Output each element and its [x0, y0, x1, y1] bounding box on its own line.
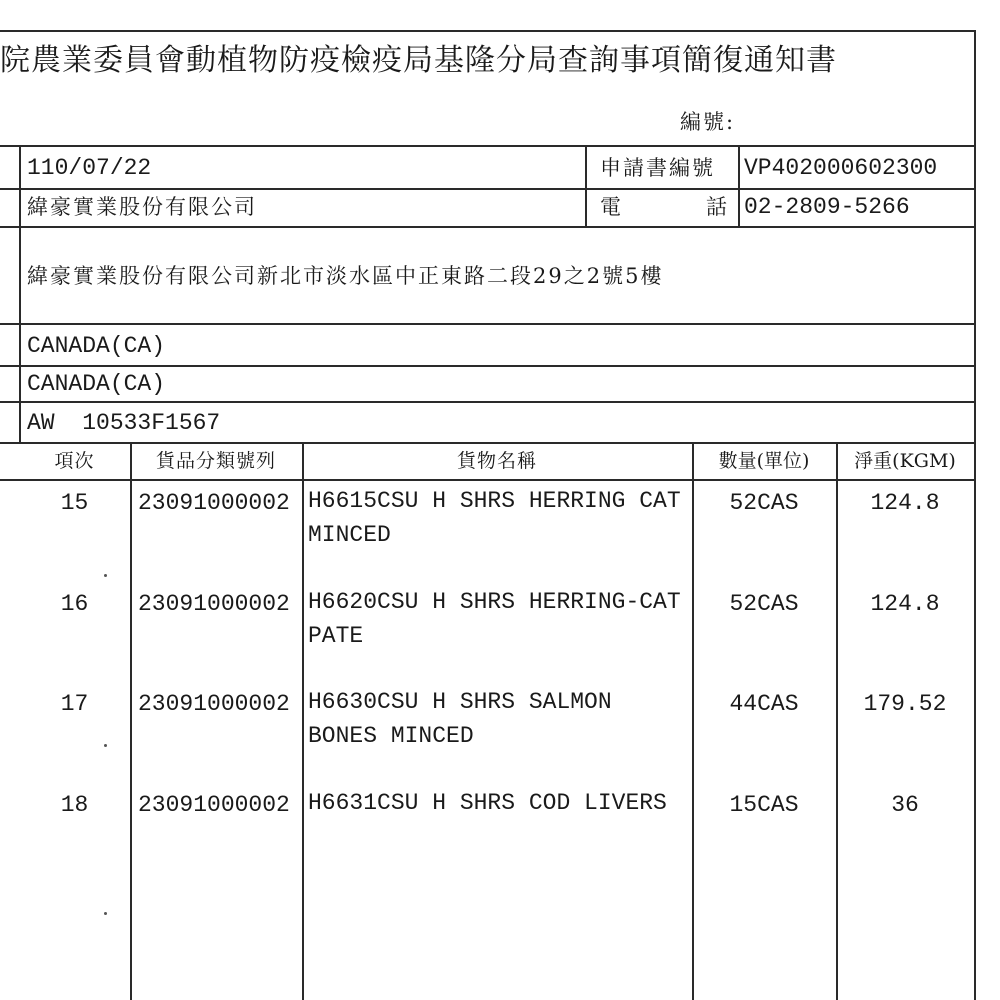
header-code: 貨品分類號列	[155, 450, 276, 472]
application-no-label: 申請書編號	[600, 156, 715, 180]
application-no: VP402000602300	[744, 155, 938, 181]
rule-right-border	[974, 30, 976, 1000]
row-15-code: 23091000002	[138, 490, 290, 516]
header-item: 項次	[54, 450, 95, 472]
rule-value-split	[738, 145, 740, 226]
rule-header-bottom	[0, 145, 976, 147]
rule-col-name	[302, 442, 304, 1000]
row-15-name: H6615CSU H SHRS HERRING CAT MINCED	[308, 488, 681, 548]
rule-shipping-bottom	[0, 401, 976, 403]
row-17-item: 17	[60, 691, 89, 717]
header-weight: 淨重(KGM)	[854, 450, 956, 472]
rule-awb-bottom	[0, 442, 976, 444]
row-15-weight: 124.8	[870, 490, 940, 516]
company-address: 緯豪實業股份有限公司新北市淡水區中正東路二段29之2號5樓	[27, 264, 664, 288]
phone-label-1: 電	[600, 195, 623, 219]
rule-label-column	[19, 145, 21, 442]
row-18-name: H6631CSU H SHRS COD LIVERS	[308, 790, 667, 816]
rule-col-weight	[836, 442, 838, 1000]
rule-top	[0, 30, 976, 32]
rule-mid-split	[585, 145, 587, 226]
number-label: 編號:	[680, 110, 736, 134]
row-17-qty: 44CAS	[729, 691, 799, 717]
scan-speck	[104, 574, 107, 577]
row-16-code: 23091000002	[138, 591, 290, 617]
scan-speck	[104, 912, 107, 915]
row-16-weight: 124.8	[870, 591, 940, 617]
document-title: 院農業委員會動植物防疫檢疫局基隆分局查詢事項簡復通知書	[0, 43, 837, 78]
row-16-qty: 52CAS	[729, 591, 799, 617]
rule-origin-bottom	[0, 365, 976, 367]
rule-table-header-bottom	[0, 479, 976, 481]
row-18-code: 23091000002	[138, 792, 290, 818]
origin-country: CANADA(CA)	[27, 333, 166, 359]
row-18-weight: 36	[891, 792, 919, 818]
header-name: 貨物名稱	[456, 450, 537, 472]
header-qty: 數量(單位)	[718, 450, 810, 472]
phone-number: 02-2809-5266	[744, 194, 910, 220]
row-16-item: 16	[60, 591, 89, 617]
row-17-name: H6630CSU H SHRS SALMON BONES MINCED	[308, 689, 612, 749]
row-17-code: 23091000002	[138, 691, 290, 717]
notice-date: 110/07/22	[27, 155, 152, 181]
shipping-country: CANADA(CA)	[27, 371, 166, 397]
row-18-qty: 15CAS	[729, 792, 799, 818]
scan-speck	[104, 744, 107, 747]
rule-col-qty	[692, 442, 694, 1000]
phone-label-2: 話	[706, 195, 729, 219]
row-15-item: 15	[60, 490, 89, 516]
rule-col-code	[130, 442, 132, 1000]
row-18-item: 18	[60, 792, 89, 818]
rule-row2-bottom	[0, 226, 976, 228]
company-name: 緯豪實業股份有限公司	[27, 195, 257, 219]
row-17-weight: 179.52	[863, 691, 947, 717]
airway-bill-no: AW 10533F1567	[27, 410, 221, 436]
row-16-name: H6620CSU H SHRS HERRING-CAT PATE	[308, 589, 681, 649]
rule-row1-bottom	[0, 188, 976, 190]
row-15-qty: 52CAS	[729, 490, 799, 516]
rule-address-bottom	[0, 323, 976, 325]
